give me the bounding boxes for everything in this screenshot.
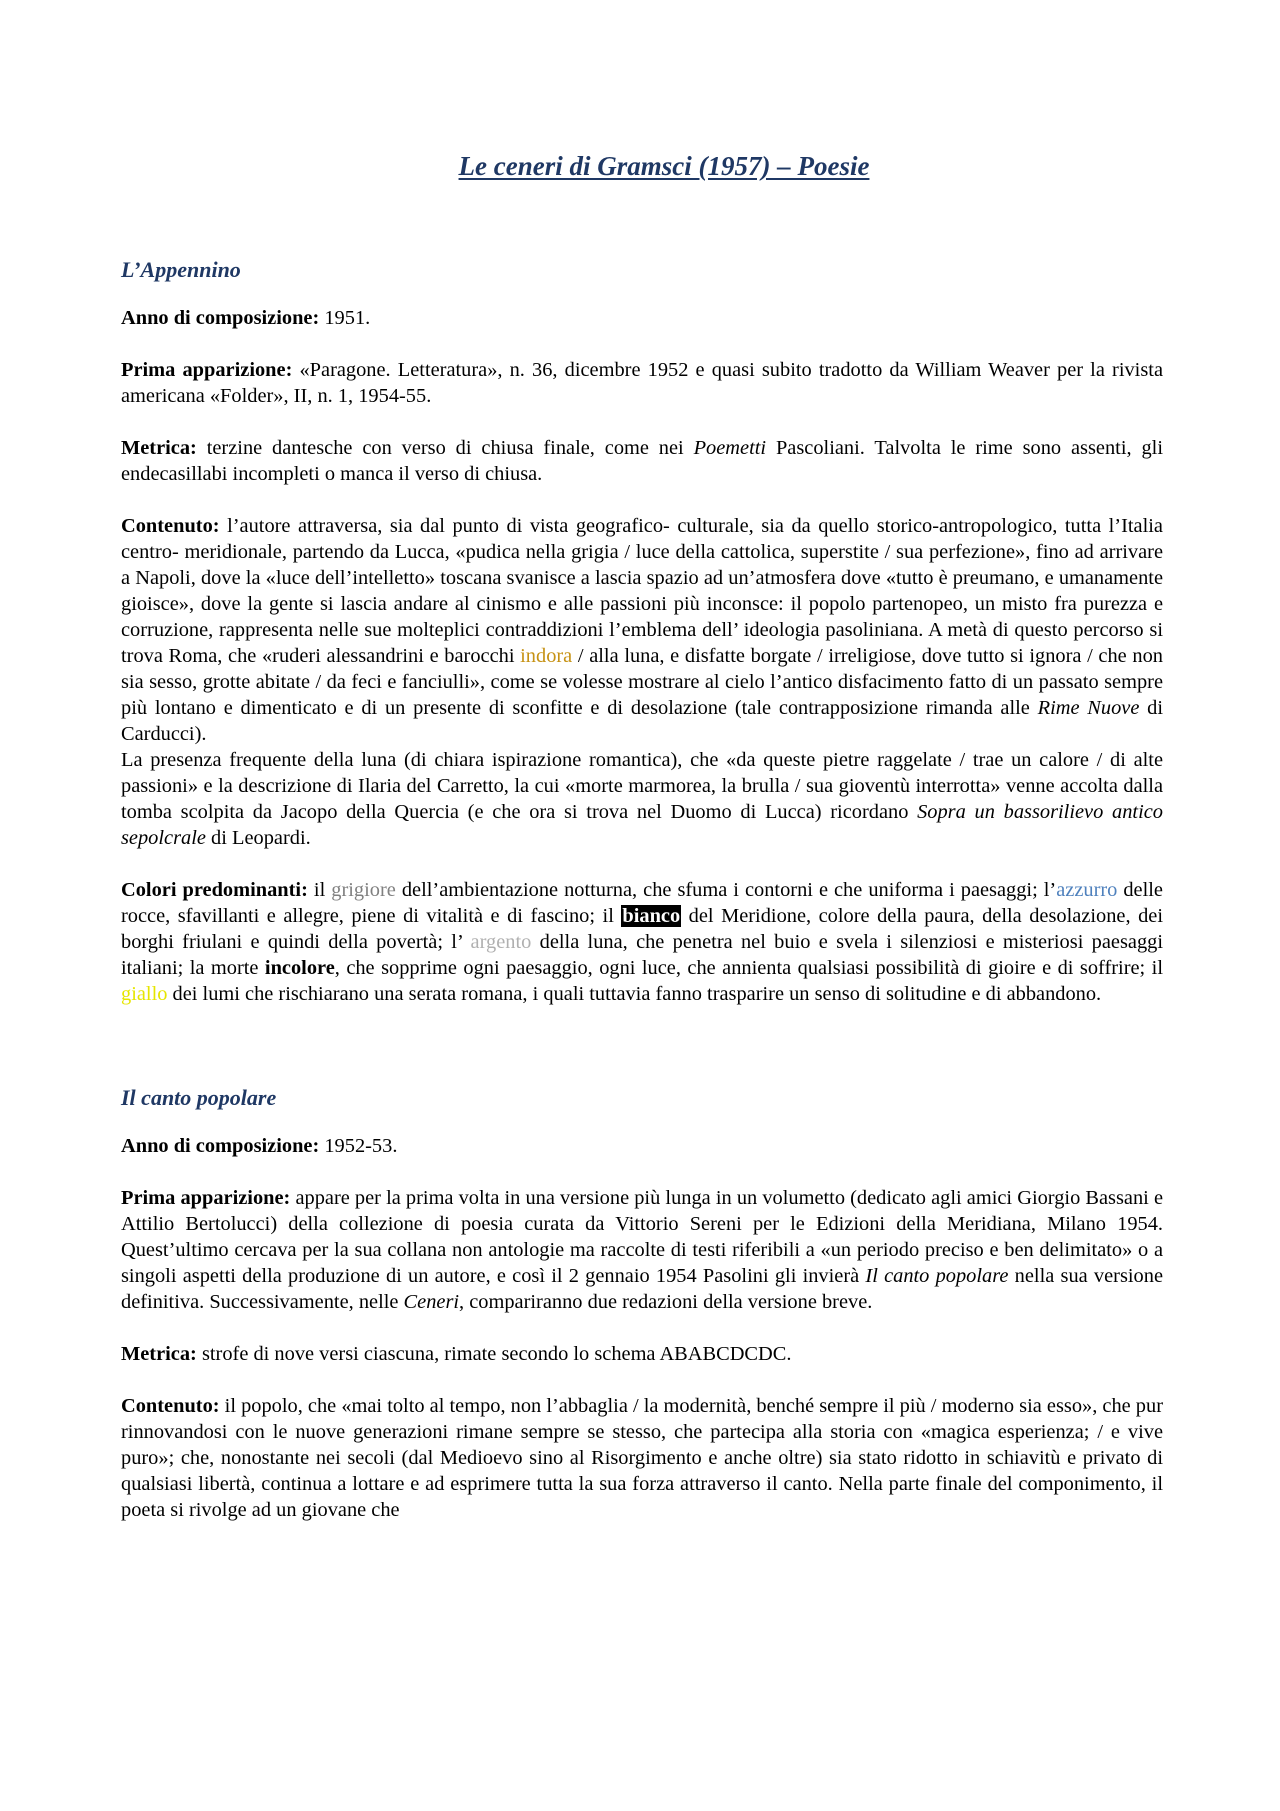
word-indora: indora	[520, 645, 573, 667]
label-metrica: Metrica:	[121, 437, 197, 459]
contenuto-text-a: l’autore attraversa, sia dal punto di vista geografico- culturale, sia da quello storico-antropologico, tutta l’Italia centro- meridionale, partendo da Lucca, «pudica nella grigia / luce della cattolica, superstite / sua perfezione», fino ad arrivare a Napoli, dove la «luce dell’intelletto» toscana svanisce a lascia spazio ad un’atmosfera dove «tutto è preumano, e umanamente gioisce», dove la gente si lascia andare al cinismo e alle passioni più inconsce: il popolo partenopeo, un misto fra purezza e corruzione, rappresenta nelle sue molteplici contraddizioni l’emblema dell’ ideologia pasoliniana. A metà di questo percorso si trova Roma, che «ruderi alessandrini e barocchi	[121, 515, 1163, 667]
value-anno: 1952-53.	[319, 1135, 398, 1157]
appennino-colori	[121, 877, 1163, 1007]
canto-prima-apparizione	[121, 1185, 1163, 1315]
value-anno: 1951.	[319, 307, 371, 329]
metrica-value: strofe di nove versi ciascuna, rimate secondo lo schema ABABCDCDC.	[196, 1343, 792, 1365]
document-title: Le ceneri di Gramsci (1957) – Poesie	[458, 151, 870, 181]
section-title-canto-popolare: Il canto popolare	[121, 1085, 277, 1110]
word-grigiore: grigiore	[331, 879, 396, 901]
colori-text-3: delle rocce, sfavillanti e allegre, piene di vitalità e di fascino; il	[121, 879, 1163, 927]
appennino-contenuto	[121, 513, 1163, 747]
colori-text-6: , che sopprime ogni paesaggio, ogni luce, che annienta qualsiasi possibilità di gioire e di soffrire; il	[334, 957, 1163, 979]
label-anno: Anno di composizione:	[121, 307, 320, 329]
canto-metrica	[121, 1341, 1163, 1367]
presenza-italic: Sopra un bassorilievo antico sepolcrale	[121, 801, 1163, 849]
appennino-presenza	[121, 747, 1163, 851]
canto-anno	[121, 1133, 1163, 1159]
word-azzurro: azzurro	[1056, 879, 1118, 901]
prima-text-b: nella sua versione definitiva. Successivamente, nelle	[121, 1265, 1163, 1313]
word-incolore: incolore	[264, 957, 335, 979]
colori-text-1: il	[307, 879, 332, 901]
appennino-anno	[121, 305, 1163, 331]
label-colori: Colori predominanti:	[121, 879, 308, 901]
contenuto-text-b: / alla luna, e disfatte borgate / irreligiose, dove tutto si ignora / che non sia sesso, grotte abitate / da feci e fanciulli», come se volesse mostrare al cielo l’antico disfacimento fatto di un passato sempre più lontano e dimenticato e di un presente di sconfitte e di desolazione (tale contrapposizione rimanda alle	[121, 645, 1163, 719]
presenza-text-a: La presenza frequente della luna (di chiara ispirazione romantica), che «da queste pietre raggelate / trae un calore / di alte passioni» e la descrizione di Ilaria del Carretto, la cui «morte marmorea, la brulla / sua gioventù interrotta» venne accolta dalla tomba scolpita da Jacopo della Quercia (e che ora si trova nel Duomo di Lucca) ricordano	[121, 749, 1163, 823]
word-giallo: giallo	[121, 983, 168, 1005]
colori-text-5: della luna, che penetra nel buio e svela i silenziosi e misteriosi paesaggi italiani; la morte	[121, 931, 1163, 979]
contenuto-text-c: di Carducci).	[121, 697, 1163, 745]
document-body	[121, 148, 1163, 1523]
prima-text-c: , compariranno due redazioni della versione breve.	[459, 1291, 873, 1313]
prima-italic: Il canto popolare	[865, 1265, 1009, 1287]
prima-italic-2: Ceneri	[403, 1291, 460, 1313]
label-contenuto: Contenuto:	[121, 515, 220, 537]
colori-text-4: del Meridione, colore della paura, della desolazione, dei borghi friulani e quindi della povertà; l’	[121, 905, 1163, 953]
appennino-metrica	[121, 435, 1163, 487]
label-prima-apparizione: Prima apparizione:	[121, 1187, 291, 1209]
prima-text-a: appare per la prima volta in una versione più lunga in un volumetto (dedicato agli amici Giorgio Bassani e Attilio Bertolucci) della collezione di poesia curata da Vittorio Sereni per le Edizioni della Meridiana, Milano 1954. Quest’ultimo cercava per la sua collana non antologie ma raccolte di testi riferibili a «un periodo preciso e ben delimitato» o a singoli aspetti della produzione di un autore, e così il 2 gennaio 1954 Pasolini gli invierà	[121, 1187, 1164, 1287]
canto-contenuto	[121, 1393, 1163, 1523]
label-anno: Anno di composizione:	[121, 1135, 320, 1157]
colori-text-2: dell’ambientazione notturna, che sfuma i contorni e che uniforma i paesaggi; l’	[395, 879, 1057, 901]
appennino-prima-apparizione	[121, 357, 1163, 409]
label-contenuto: Contenuto:	[121, 1395, 220, 1417]
section-title-appennino: L’Appennino	[121, 257, 241, 282]
word-argento: argento	[470, 931, 532, 953]
contenuto-value: il popolo, che «mai tolto al tempo, non l’abbaglia / la modernità, benché sempre il più / moderno sia esso», che pur rinnovandosi con le nuove generazioni rimane sempre se stesso, che partecipa alla storia con «magica esperienza; / e vive puro»; che, nonostante nei secoli (dal Medioevo sino al Risorgimento e anche oltre) sia stato ridotto in schiavitù e privato di qualsiasi libertà, continua a lottare e ad esprimere tutta la sua forza attraverso il canto. Nella parte finale del componimento, il poeta si rivolge ad un giovane che	[121, 1395, 1163, 1521]
value-prima-apparizione: «Paragone. Letteratura», n. 36, dicembre 1952 e quasi subito tradotto da William Weaver per la rivista americana «Folder», II, n. 1, 1954-55.	[121, 359, 1163, 407]
metrica-italic: Poemetti	[693, 437, 767, 459]
word-bianco: bianco	[622, 905, 681, 927]
colori-text-7: dei lumi che rischiarano una serata romana, i quali tuttavia fanno trasparire un senso di solitudine e di abbandono.	[167, 983, 1102, 1005]
contenuto-italic: Rime Nuove	[1037, 697, 1140, 719]
label-prima-apparizione: Prima apparizione:	[121, 359, 293, 381]
label-metrica: Metrica:	[121, 1343, 197, 1365]
metrica-text-b: Pascoliani. Talvolta le rime sono assenti, gli endecasillabi incompleti o manca il verso di chiusa.	[121, 437, 1163, 485]
presenza-text-b: di Leopardi.	[205, 827, 311, 849]
metrica-text-a: terzine dantesche con verso di chiusa finale, come nei	[196, 437, 694, 459]
